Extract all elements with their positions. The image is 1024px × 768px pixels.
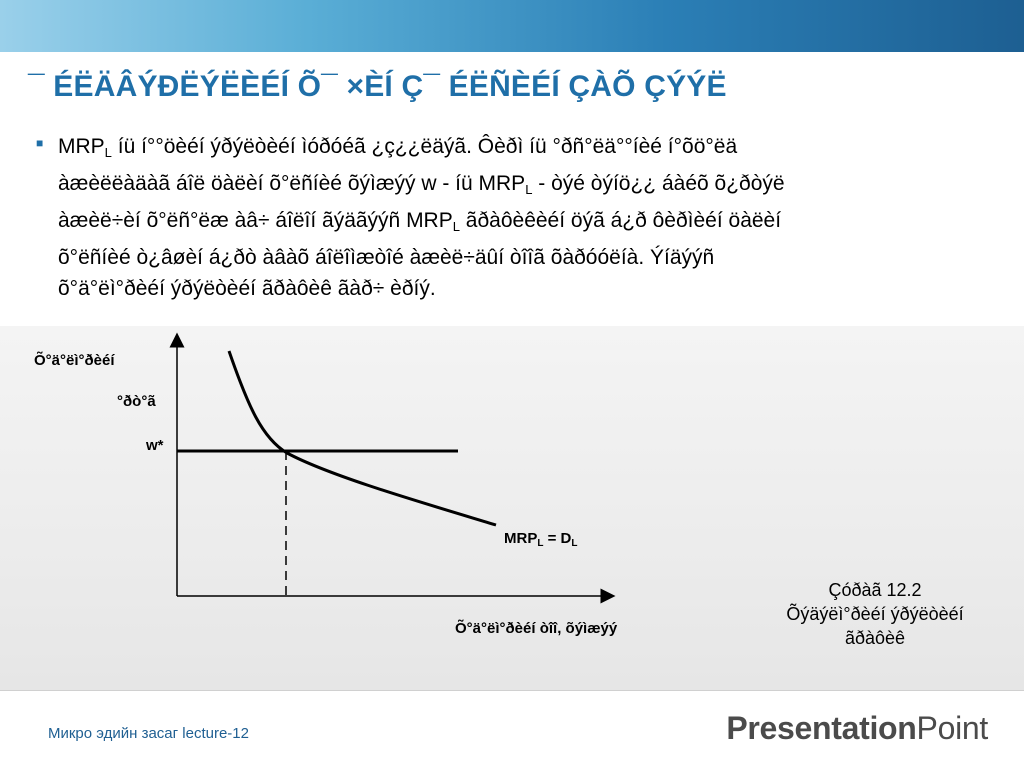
header-bar [0,0,1024,52]
slide-title: ¯ ÉËÄÂÝÐËÝËÈÉÍ Õ¯ ×ÈÍ Ç¯ ÉËÑÈÉÍ ÇÀÕ ÇÝÝË [28,70,727,103]
mrp-demand-curve [229,351,496,525]
wage-label: w* [146,437,164,454]
body-line-2: àæèëëàäàã áîë öàëèí õ°ëñíèé õýìæýý w - íü $MRP_L$ - òýé òýíö¿¿ áàéõ õ¿ðòýë [58,172,785,197]
presentationpoint-logo: PresentationPoint [726,710,988,746]
footer-divider [0,690,1024,691]
caption-line-1: Çóðàã 12.2 [828,580,922,600]
x-axis-label: Õ°ä°ëì°ðèéí òîî, õýìæýý [455,620,618,637]
body-line-5: õ°ä°ëì°ðèéí ýðýëòèéí ãðàôèê ãàð÷ èðíý. [58,277,436,300]
body-line-3: àæèë÷èí õ°ëñ°ëæ àâ÷ áîëîí ãýäãýýñ $MRP_L$ ãðàôèêèéí öýã á¿ð ôèðìèéí öàëèí [58,209,782,234]
body-line-4: õ°ëñíèé ò¿âøèí á¿ðò àâàõ áîëîìæòîé àæèë÷äûí òîîã õàðóóëíà. Ýíäýýñ [58,246,715,269]
bullet-square-icon: ■ [36,136,44,150]
y-axis-label-line2: °ðò°ã [117,393,156,410]
footer-text: Микро эдийн засаг lecture-12 [48,725,249,742]
caption-line-3: ãðàôèê [844,628,906,648]
caption-line-2: Õýäýëì°ðèéí ýðýëòèéí [786,604,964,624]
body-line-1: $MRP_L$ íü í°°öèéí ýðýëòèéí ìóðóéã ¿ç¿¿ëäýã. Ôèðì íü °ðñ°ëä°°íèé í°õö°ëä [58,135,738,160]
y-axis-label-line1: Õ°ä°ëì°ðèéí [34,352,115,369]
figure-caption [740,578,1010,650]
body-paragraph [58,131,988,304]
curve-label: $MRP_L = D_L$ [504,530,578,549]
